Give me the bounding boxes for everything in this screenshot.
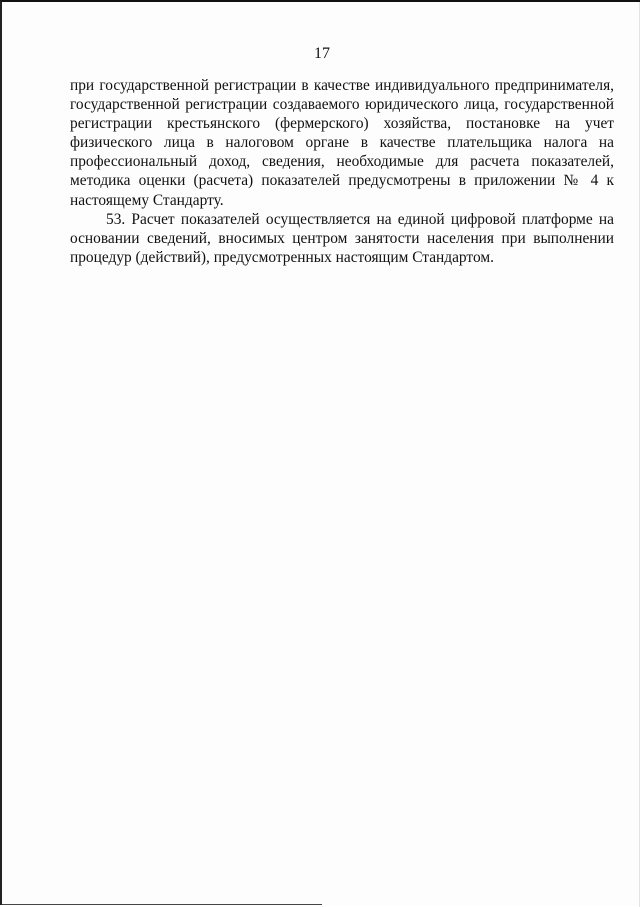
paragraph-continuation: при государственной регистрации в качестве индивидуального предпринимателя, государственной регистрации создаваемого юридического лица, государственной регистрации крестьянского (фермерского) хозяйства, постановке на учет физического лица в налоговом органе в качестве плательщика налога на профессиональный доход, сведения, необходимые для расчета показателей, методика оценки (расчета) показателей предусмотрены в приложении № 4 к настоящему Стандарту. xyxy=(70,77,614,209)
document-body xyxy=(70,76,614,267)
paragraph-53: 53. Расчет показателей осуществляется на единой цифровой платформе на основании сведений, вносимых центром занятости населения при выполнении процедур (действий), предусмотренных настоящим Стандартом. xyxy=(70,210,614,266)
page-number: 17 xyxy=(314,45,330,62)
